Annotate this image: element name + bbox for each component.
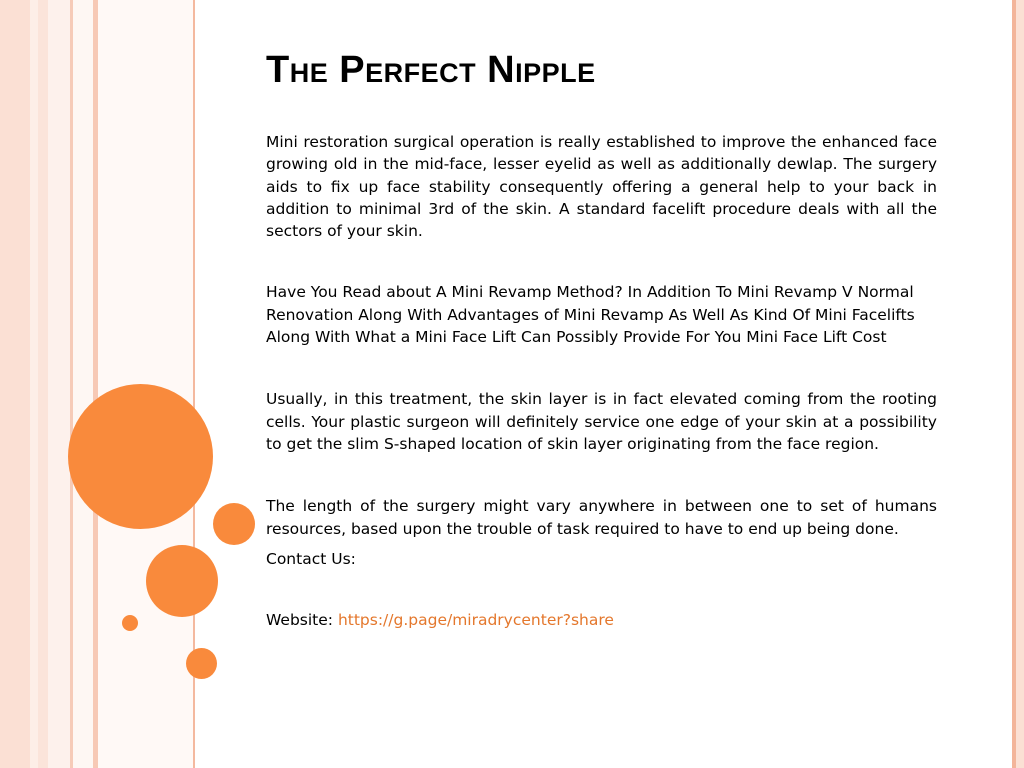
website-link[interactable]: https://g.page/miradrycenter?share [337, 610, 614, 629]
decorative-circle-medium [146, 545, 218, 617]
website-line [266, 609, 937, 631]
website-label: Website: [266, 610, 338, 629]
decorative-circle-small [186, 648, 217, 679]
decorative-stripe [48, 0, 70, 768]
decorative-stripe [73, 0, 93, 768]
paragraph-intro: Mini restoration surgical operation is really established to improve the enhanced face growing old in the mid-face, lesser eyelid as well as additionally dewlap. The surgery aids to fix up face stability consequently offering a general help to your back in addition to minimal 3rd of the skin. A standard facelift procedure deals with all the sectors of your skin. [266, 133, 937, 241]
slide-title: The Perfect Nipple [266, 49, 596, 91]
decorative-circle-tiny [122, 615, 138, 631]
decorative-stripe [30, 0, 38, 768]
paragraph-treatment: Usually, in this treatment, the skin layer is in fact elevated coming from the rooting cells. Your plastic surgeon will definitely service one edge of your skin at a possibility to get the slim S-shaped location of skin layer originating from the face region. [266, 390, 937, 453]
contact-label: Contact Us: [266, 549, 356, 568]
decorative-stripe [38, 0, 48, 768]
slide-content [266, 44, 937, 631]
decorative-circle-large [68, 384, 213, 529]
paragraph-mini-revamp: Have You Read about A Mini Revamp Method? In Addition To Mini Revamp V Normal Renovation Along With Advantages of Mini Revamp As Well As Kind Of Mini Facelifts Along With What a Mini Face Lift Can Possibly Provide For You Mini Face Lift Cost [266, 283, 915, 347]
decorative-circle-small [213, 503, 255, 545]
paragraph-length: The length of the surgery might vary anywhere in between one to set of humans resources, based upon the trouble of task required to have to end up being done. [266, 497, 937, 538]
decorative-stripe-right [1016, 0, 1024, 768]
decorative-stripe-right [1012, 0, 1016, 768]
decorative-stripe [0, 0, 30, 768]
